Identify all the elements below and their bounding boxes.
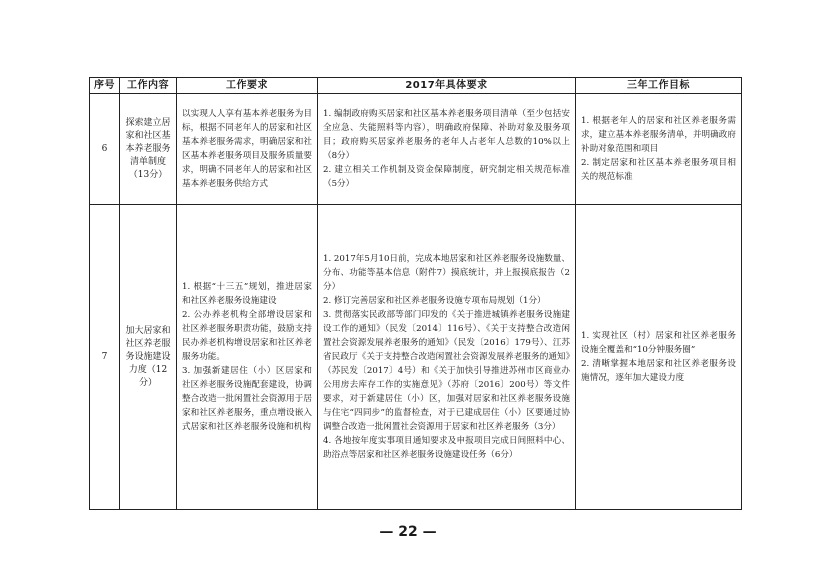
requirement-paragraph: 以实现人人享有基本养老服务为目标，根据不同老年人的居家和社区基本养老服务需求，明确居家和社区基本养老服务项目及服务质量要求，明确不同老年人的居家和社区基本养老服务供给方式: [182, 109, 312, 189]
specific-item: 2. 建立相关工作机制及资金保障制度，研究制定相关规范标准（5分）: [323, 165, 570, 189]
goal-item: 1. 根据老年人的居家和社区养老服务需求，建立基本养老服务清单，并明确政府补助对象范围和项目: [581, 116, 736, 154]
row-three-year-goal: [576, 94, 742, 205]
header-three-year-goal: 三年工作目标: [576, 78, 742, 94]
row-work-content: 加大居家和社区养老服务设施建设力度（12分）: [120, 205, 177, 510]
specific-item: 3. 贯彻落实民政部等部门印发的《关于推进城镇养老服务设施建设工作的通知》（民发〔2014〕116号）、《关于支持整合改造闲置社会资源发展养老服务的通知》（民发〔2016〕179号）、江苏省民政厅《关于支持整合改造闲置社会资源发展养老服务的通知》（苏民发〔2017〕4号）和《关于加快引导推进苏州市区商业办公用房去库存工作的实施意见》（苏府〔2016〕200号）等文件要求，对于新建居住（小）区，加强对居家和社区养老服务设施与住宅“四同步”的监督检查，对于已建成居住（小）区要通过协调整合改造一批闲置社会资源用于居家和社区养老服务（3分）: [323, 310, 570, 432]
table-row: [90, 94, 742, 205]
row-serial-number: 7: [90, 205, 120, 510]
goal-item: 1. 实现社区（村）居家和社区养老服务设施全覆盖和“10分钟服务圈”: [581, 331, 736, 355]
specific-item: 1. 2017年5月10日前，完成本地居家和社区养老服务设施数量、分布、功能等基本信息（附件7）摸底统计，并上报摸底报告（2分）: [323, 254, 570, 292]
page-number: — 22 —: [379, 524, 437, 540]
requirement-paragraph: 3. 加强新建居住（小）区居家和社区养老服务设施配套建设，协调整合改造一批闲置社会资源用于居家和社区养老服务，重点增设嵌入式居家和社区养老服务设施和机构: [182, 366, 312, 432]
header-work-requirement: 工作要求: [177, 78, 318, 94]
goal-item: 2. 清晰掌握本地居家和社区养老服务设施情况，逐年加大建设力度: [581, 359, 736, 383]
header-2017-requirement: 2017年具体要求: [318, 78, 576, 94]
table-row: [90, 205, 742, 510]
row-work-requirement: [177, 94, 318, 205]
row-work-content: 探索建立居家和社区基本养老服务清单制度（13分）: [120, 94, 177, 205]
header-serial-number: 序号: [90, 78, 120, 94]
specific-item: 2. 修订完善居家和社区养老服务设施专项布局规划（1分）: [323, 296, 546, 306]
specific-item: 4. 各地按年度实事项目通知要求及申报项目完成日间照料中心、助浴点等居家和社区养老服务设施建设任务（6分）: [323, 436, 570, 460]
specific-item: 1. 编制政府购买居家和社区基本养老服务项目清单（至少包括安全应急、失能照料等内容），明确政府保障、补助对象及服务项目；政府购买居家养老服务的老年人占老年人总数的10%以上（8分）: [323, 109, 570, 161]
work-requirements-table: [89, 77, 742, 510]
row-2017-requirement: [318, 205, 576, 510]
requirement-paragraph: 2. 公办养老机构全部增设居家和社区养老服务职责功能，鼓励支持民办养老机构增设居家和社区养老服务功能。: [182, 310, 312, 362]
row-serial-number: 6: [90, 94, 120, 205]
table-header-row: [90, 78, 742, 94]
header-work-content: 工作内容: [120, 78, 177, 94]
row-2017-requirement: [318, 94, 576, 205]
goal-item: 2. 制定居家和社区基本养老服务项目相关的规范标准: [581, 158, 736, 182]
row-three-year-goal: [576, 205, 742, 510]
row-work-requirement: [177, 205, 318, 510]
requirement-paragraph: 1. 根据“十三五”规划，推进居家和社区养老服务设施建设: [182, 282, 312, 306]
